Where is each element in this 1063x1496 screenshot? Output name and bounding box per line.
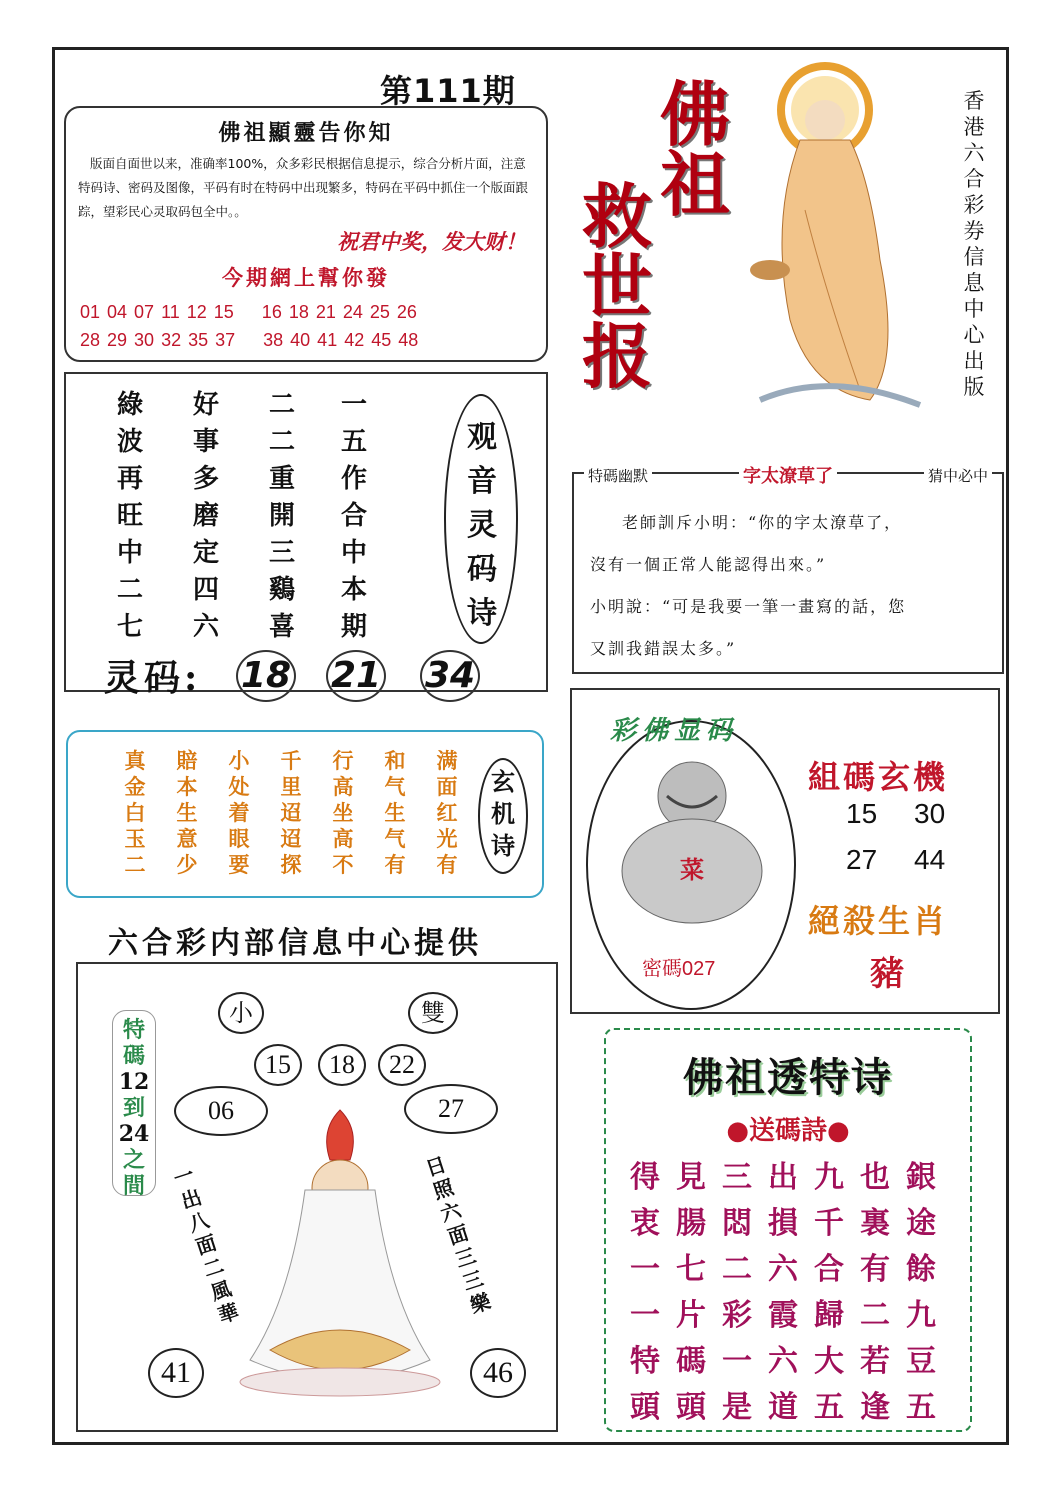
fozu-poem-subtitle: ●送碼詩● [726, 1116, 850, 1146]
left-vertical-text: 一出八面二風華 [170, 1161, 242, 1328]
xuanji-scroll [66, 730, 544, 898]
poem-char: 本 [340, 575, 367, 605]
poem-char: 磨 [192, 501, 219, 531]
buddha-center-char: 菜 [680, 855, 704, 884]
poem-char: 三 [268, 538, 295, 568]
joke-body [590, 502, 990, 670]
xuanji-column: 小处着眼要 [228, 748, 250, 877]
publisher-vertical: 香港六合彩券信息中心出版 [963, 89, 985, 399]
number-circle: 18 [318, 1044, 366, 1086]
fozu-poem-row: 頭頭是道五逢五 [630, 1390, 952, 1425]
combo-title: 組碼玄機 [808, 758, 949, 796]
combo-value: 30 [914, 798, 946, 829]
fozu-poem-row: 一片彩霞歸二九 [630, 1298, 952, 1333]
joke-line: 又訓我錯誤太多。” [590, 639, 737, 658]
xuanji-column: 和气生气有 [384, 748, 406, 877]
combo-value: 15 [846, 798, 878, 829]
info-center-line: 六合彩内部信息中心提供 [108, 926, 482, 961]
right-oval: 27 [404, 1084, 498, 1134]
poem-char: 四 [192, 575, 219, 605]
notice-body: 版面自面世以来，准确率100%，众多彩民根据信息提示，综合分析片面，注意特码诗、密码及图像，平码有时在特码中出现繁多，特码在平码中抓住一个版面跟踪，望彩民心灵取码包全中。。 [78, 156, 529, 219]
helper-title: 今期網上幫你發 [222, 265, 390, 290]
poem-char: 作 [340, 464, 367, 494]
number-circle: 15 [254, 1044, 302, 1086]
joke-title: 字太潦草了 [739, 462, 837, 488]
poem-char: 再 [116, 464, 143, 494]
joke-right-label: 猜中必中 [924, 465, 992, 486]
tema-line: 12 [118, 1069, 150, 1095]
tema-lines [113, 1017, 155, 1199]
xuanji-column: 千里迢迢探 [280, 748, 302, 877]
fozu-poem-row: 一七二六合有餘 [630, 1252, 952, 1287]
poem-char: 定 [192, 538, 219, 568]
poem-char: 二 [268, 390, 295, 420]
mima-text: 密碼027 [642, 958, 716, 980]
notice-panel [64, 106, 548, 362]
poem-char: 開 [268, 501, 295, 531]
joke-line: 小明說：“可是我要一筆一畫寫的話，您 [590, 597, 907, 616]
fozu-poem-box [604, 1028, 972, 1432]
title-column-1: 佛祖 [660, 73, 730, 226]
lingma-ball-3: 34 [420, 650, 480, 702]
tema-range-box [112, 1010, 156, 1199]
fozu-poem-row: 特碼一六大若豆 [630, 1344, 952, 1379]
tema-line: 到 [122, 1095, 145, 1121]
poem-char: 中 [340, 538, 367, 568]
small-oval: 小 [218, 992, 264, 1034]
guanyin-seated-image [210, 1100, 470, 1400]
xuanji-title: 玄机诗 [491, 767, 515, 860]
numbers-row-2: 28 29 30 32 35 37 38 40 41 42 45 48 [80, 330, 419, 350]
laughing-buddha-image [612, 756, 772, 926]
xuanji-column: 真金白玉二 [124, 748, 146, 877]
double-oval: 雙 [408, 992, 458, 1034]
lingma-label: 灵码: [104, 657, 202, 699]
blessing-text: 祝君中奖，发大财！ [337, 229, 526, 254]
combo-value: 44 [914, 844, 946, 875]
poem-char: 喜 [268, 612, 295, 642]
poem-char: 六 [192, 612, 219, 642]
joke-line: 老師訓斥小明：“你的字太潦草了， [622, 513, 903, 532]
issue-number: 第111期 [380, 72, 516, 110]
poem-char: 期 [340, 612, 367, 642]
poem-char: 鷄 [268, 575, 295, 605]
kill-zodiac-title: 絕殺生肖 [808, 902, 949, 940]
poem-char: 二 [116, 575, 143, 605]
kill-zodiac-animal: 豬 [870, 954, 904, 994]
number-circle: 22 [378, 1044, 426, 1086]
fozu-poem-row: 衷腸悶損千裏途 [630, 1206, 952, 1241]
xuanji-column: 满面红光有 [436, 748, 458, 877]
joke-left-label: 特碼幽默 [584, 465, 652, 486]
poem-char: 好 [192, 390, 219, 420]
combo-value: 27 [846, 844, 878, 875]
right-vertical-text: 日照六面三三樂 [422, 1151, 494, 1318]
poem-char: 綠 [116, 390, 143, 420]
tema-line: 之 [122, 1147, 145, 1173]
guanyin-standing-image [730, 60, 940, 420]
tema-line: 特 [122, 1017, 145, 1043]
poem-char: 二 [268, 427, 295, 457]
lingma-ball-1: 18 [236, 650, 296, 702]
tema-line: 24 [118, 1121, 150, 1147]
poem-char: 多 [192, 464, 219, 494]
poem-char: 五 [340, 427, 367, 457]
tema-line: 間 [122, 1173, 145, 1199]
number-circle-bottom-right: 46 [470, 1348, 526, 1398]
poem-char: 旺 [116, 501, 143, 531]
buddha-arc-text: 彩佛显码 [610, 716, 739, 746]
guanyin-poem-box [64, 372, 548, 692]
joke-panel [572, 466, 1004, 674]
poem-char: 波 [116, 427, 143, 457]
xuanji-column: 賠本生意少 [176, 748, 198, 877]
xuanji-column: 行高坐高不 [332, 748, 354, 877]
poem-char: 一 [340, 390, 367, 420]
poem-char: 中 [116, 538, 143, 568]
number-circle-bottom-left: 41 [148, 1348, 204, 1398]
title-column-2: 救世报 [582, 175, 652, 398]
lingma-ball-2: 21 [326, 650, 386, 702]
joke-header [584, 462, 992, 488]
poem-char: 事 [192, 427, 219, 457]
poem-char: 七 [116, 612, 143, 642]
poem-char: 重 [268, 464, 295, 494]
poem-char: 合 [340, 501, 367, 531]
numbers-row-1: 01 04 07 11 12 15 16 18 21 24 25 26 [80, 302, 417, 322]
tema-line: 碼 [122, 1043, 145, 1069]
notice-title: 佛祖顯靈告你知 [218, 120, 394, 146]
fozu-poem-row: 得見三出九也銀 [630, 1160, 952, 1195]
joke-line: 沒有一個正常人能認得出來。” [590, 555, 827, 574]
fozu-poem-title: 佛祖透特诗 [683, 1054, 893, 1101]
poem-title: 观音灵码诗 [467, 420, 497, 631]
left-oval: 06 [174, 1086, 268, 1136]
